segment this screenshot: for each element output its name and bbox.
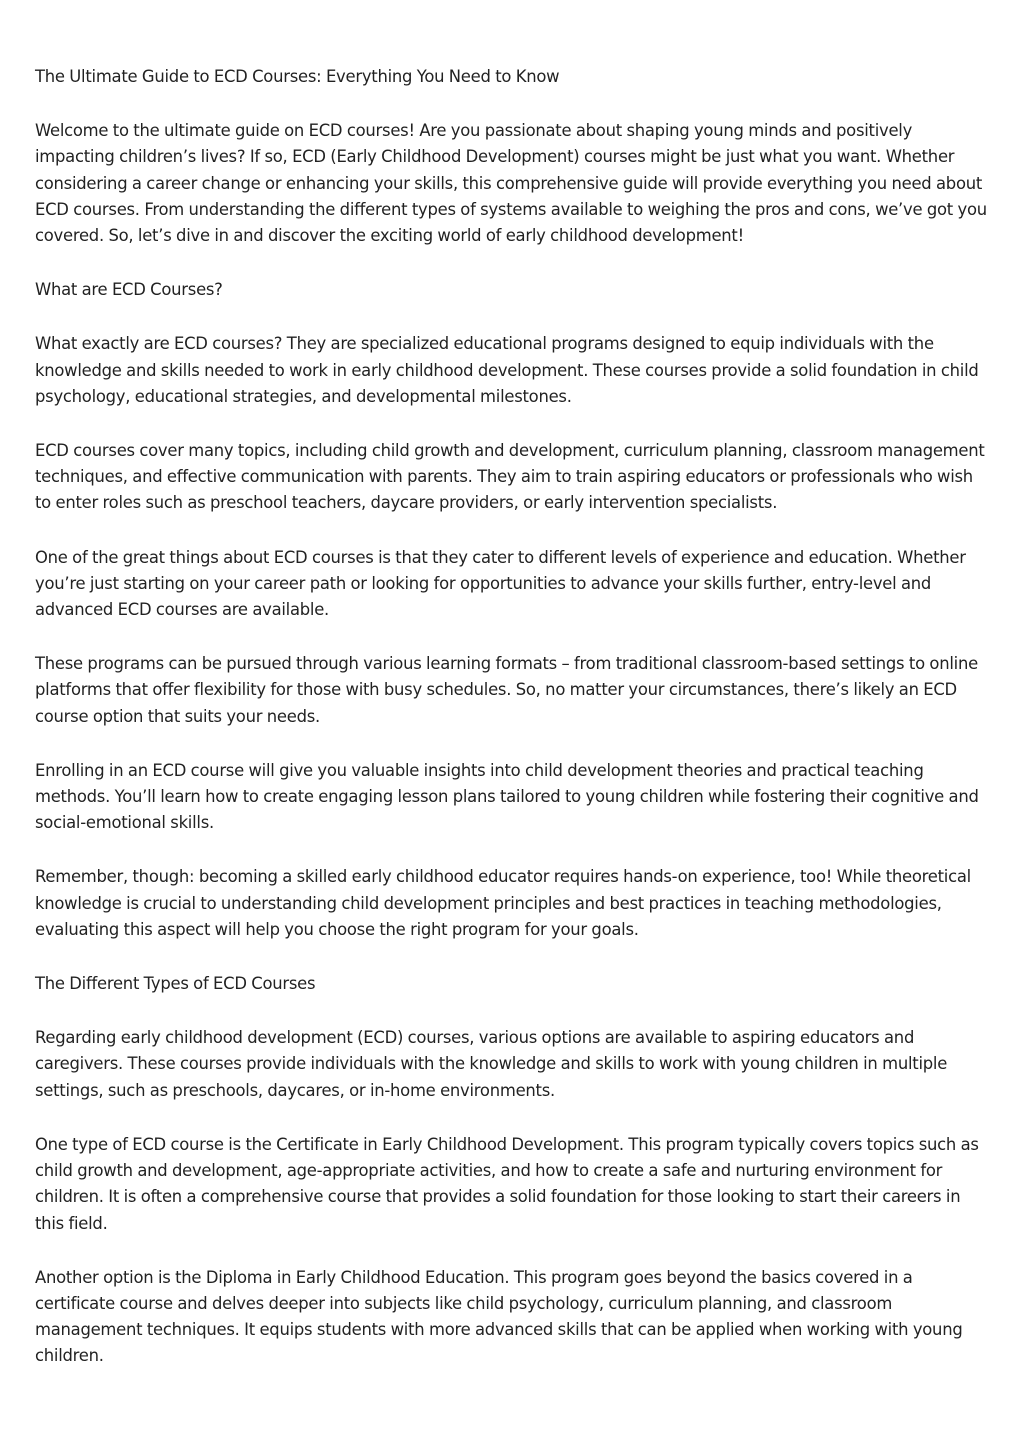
paragraph: Regarding early childhood development (ECD) courses, various options are available to aspiring educators and caregivers. These courses provide individuals with the knowledge and skills to work with young children in multiple settings, such as preschools, daycares, or in-home environments. <box>35 1028 948 1100</box>
paragraph: One of the great things about ECD courses is that they cater to different levels of experience and education. Whether you’re just starting on your career path or looking for opportunities to advance your skills further, entry-level and advanced ECD courses are available. <box>35 547 966 620</box>
paragraph: What exactly are ECD courses? They are specialized educational programs designed to equip individuals with the knowledge and skills needed to work in early childhood development. These courses provide a solid foundation in child psychology, educational strategies, and developmental milestones. <box>35 334 979 406</box>
intro-paragraph: Welcome to the ultimate guide on ECD courses! Are you passionate about shaping young minds and positively impacting children’s lives? If so, ECD (Early Childhood Development) courses might be just what you want. Whether considering a career change or enhancing your skills, this comprehensive guide will provide everything you need about ECD courses. From understanding the different types of systems available to weighing the pros and cons, we’ve got you covered. So, let’s dive in and discover the exciting world of early childhood development! <box>35 121 987 246</box>
section-heading-what-are-ecd-courses: What are ECD Courses? <box>35 280 223 300</box>
paragraph: Another option is the Diploma in Early Childhood Education. This program goes beyond the basics covered in a certificate course and delves deeper into subjects like child psychology, curriculum planning, and classroom management techniques. It equips students with more advanced skills that can be applied when working with young children. <box>35 1267 963 1366</box>
paragraph: One type of ECD course is the Certificate in Early Childhood Development. This program typically covers topics such as child growth and development, age-appropriate activities, and how to create a safe and nurturing environment for children. It is often a comprehensive course that provides a solid foundation for those looking to start their careers in this field. <box>35 1134 979 1233</box>
paragraph: Remember, though: becoming a skilled early childhood educator requires hands-on experience, too! While theoretical knowledge is crucial to understanding child development principles and best practices in teaching methodologies, evaluating this aspect will help you choose the right program for your goals. <box>35 867 971 939</box>
paragraph: These programs can be pursued through various learning formats – from traditional classroom-based settings to online platforms that offer flexibility for those with busy schedules. So, no matter your circumstances, there’s likely an ECD course option that suits your needs. <box>35 654 978 726</box>
section-heading-types-of-ecd-courses: The Different Types of ECD Courses <box>35 974 316 994</box>
document-title: The Ultimate Guide to ECD Courses: Everything You Need to Know <box>35 67 560 86</box>
paragraph: ECD courses cover many topics, including child growth and development, curriculum planning, classroom management techniques, and effective communication with parents. They aim to train aspiring educators or professionals who wish to enter roles such as preschool teachers, daycare providers, or early intervention specialists. <box>35 441 985 513</box>
paragraph: Enrolling in an ECD course will give you valuable insights into child development theories and practical teaching methods. You’ll learn how to create engaging lesson plans tailored to young children while fostering their cognitive and social-emotional skills. <box>35 760 979 833</box>
